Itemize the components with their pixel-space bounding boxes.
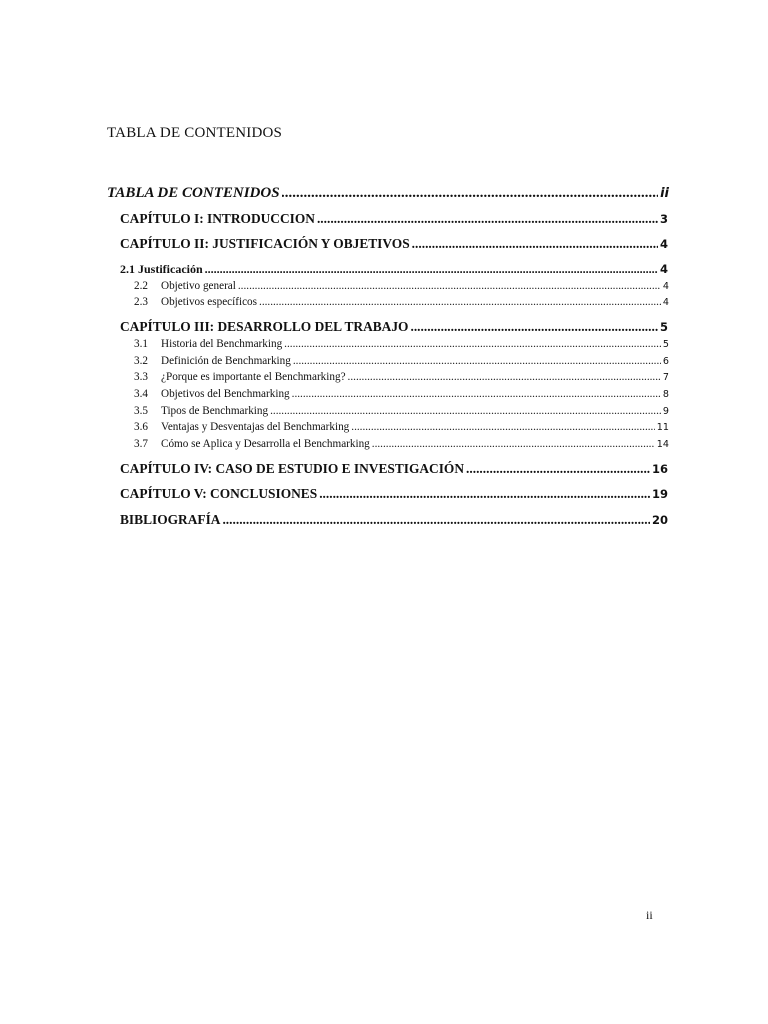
toc-entry-title: CAPÍTULO V: CONCLUSIONES [120,486,318,501]
toc-entry-number: 3.4 [134,388,148,400]
toc-entry-2-1[interactable] [120,263,668,276]
toc-leader-dots [284,339,661,350]
toc-entry-title: TABLA DE CONTENIDOS [107,185,280,201]
toc-entry-capitulo-1[interactable] [120,212,668,226]
toc-entry-page: 4 [662,281,669,292]
toc-entry-page: 14 [656,439,669,450]
toc-entry-3-4[interactable] [134,389,669,400]
toc-entry-title: CAPÍTULO I: INTRODUCCION [120,211,315,226]
toc-entry-tabla-de-contenidos[interactable] [107,186,669,201]
toc-entry-number: 2.2 [134,280,148,292]
toc-entry-3-6[interactable] [134,422,669,433]
toc-leader-dots [205,263,658,275]
toc-leader-dots [372,439,655,450]
toc-entry-number: 3.1 [134,338,148,350]
toc-leader-dots [351,422,655,433]
toc-entry-title: CAPÍTULO II: JUSTIFICACIÓN Y OBJETIVOS [120,236,410,251]
toc-entry-page: 8 [662,389,669,400]
toc-entry-page: 3 [659,212,668,226]
toc-leader-dots [259,297,661,308]
toc-entry-3-7[interactable] [134,439,669,450]
toc-entry-page: ii [660,186,669,201]
toc-leader-dots [222,513,650,526]
toc-entry-capitulo-4[interactable] [120,462,668,476]
toc-entry-title: Historia del Benchmarking [161,338,283,350]
toc-entry-title: Ventajas y Desventajas del Benchmarking [161,421,350,433]
toc-entry-3-2[interactable] [134,356,669,367]
toc-entry-title: Tipos de Benchmarking [161,405,269,417]
toc-entry-3-5[interactable] [134,406,669,417]
toc-leader-dots [270,406,661,417]
toc-entry-number: 3.6 [134,421,148,433]
toc-leader-dots [317,212,658,225]
toc-leader-dots [348,372,661,383]
toc-entry-title: CAPÍTULO IV: CASO DE ESTUDIO E INVESTIGACIÓN [120,461,465,476]
toc-entry-title: CAPÍTULO III: DESARROLLO DEL TRABAJO [120,319,409,334]
toc-entry-capitulo-3[interactable] [120,320,668,334]
toc-leader-dots [293,356,661,367]
toc-leader-dots [319,487,650,500]
toc-entry-bibliografia[interactable] [120,513,668,527]
toc-entry-title: 2.1 Justificación [120,262,203,276]
toc-entry-page: 20 [651,513,668,527]
toc-entry-3-1[interactable] [134,339,669,350]
toc-entry-number: 3.5 [134,405,148,417]
toc-leader-dots [292,389,661,400]
toc-entry-number: 3.2 [134,355,148,367]
toc-entry-page: 9 [662,406,669,417]
toc-entry-number: 3.7 [134,438,148,450]
document-heading: TABLA DE CONTENIDOS [107,125,283,141]
toc-entry-page: 5 [659,320,668,334]
toc-entry-page: 16 [651,462,668,476]
toc-entry-page: 6 [662,356,669,367]
toc-entry-page: 4 [659,237,668,251]
toc-leader-dots [238,281,661,292]
toc-entry-page: 4 [659,262,668,276]
toc-entry-title: Objetivos específicos [161,296,258,308]
toc-entry-capitulo-5[interactable] [120,487,668,501]
toc-entry-title: BIBLIOGRAFÍA [120,512,221,527]
toc-leader-dots [412,237,658,250]
toc-entry-page: 11 [656,422,669,433]
toc-entry-title: Objetivos del Benchmarking [161,388,290,400]
toc-entry-title: ¿Porque es importante el Benchmarking? [161,371,346,383]
toc-entry-capitulo-2[interactable] [120,237,668,251]
page-number: ii [646,908,653,922]
toc-entry-title: Cómo se Aplica y Desarrolla el Benchmarking [161,438,370,450]
toc-entry-2-2[interactable] [134,281,669,292]
toc-entry-title: Objetivo general [161,280,236,292]
toc-entry-number: 3.3 [134,371,148,383]
toc-entry-2-3[interactable] [134,297,669,308]
toc-leader-dots [466,462,650,475]
toc-entry-page: 19 [651,487,668,501]
toc-entry-3-3[interactable] [134,372,669,383]
toc-entry-page: 4 [662,297,669,308]
toc-entry-page: 5 [662,339,669,350]
toc-entry-title: Definición de Benchmarking [161,355,291,367]
toc-leader-dots [282,186,659,201]
toc-leader-dots [410,320,658,333]
toc-entry-page: 7 [662,372,669,383]
toc-entry-number: 2.3 [134,296,148,308]
